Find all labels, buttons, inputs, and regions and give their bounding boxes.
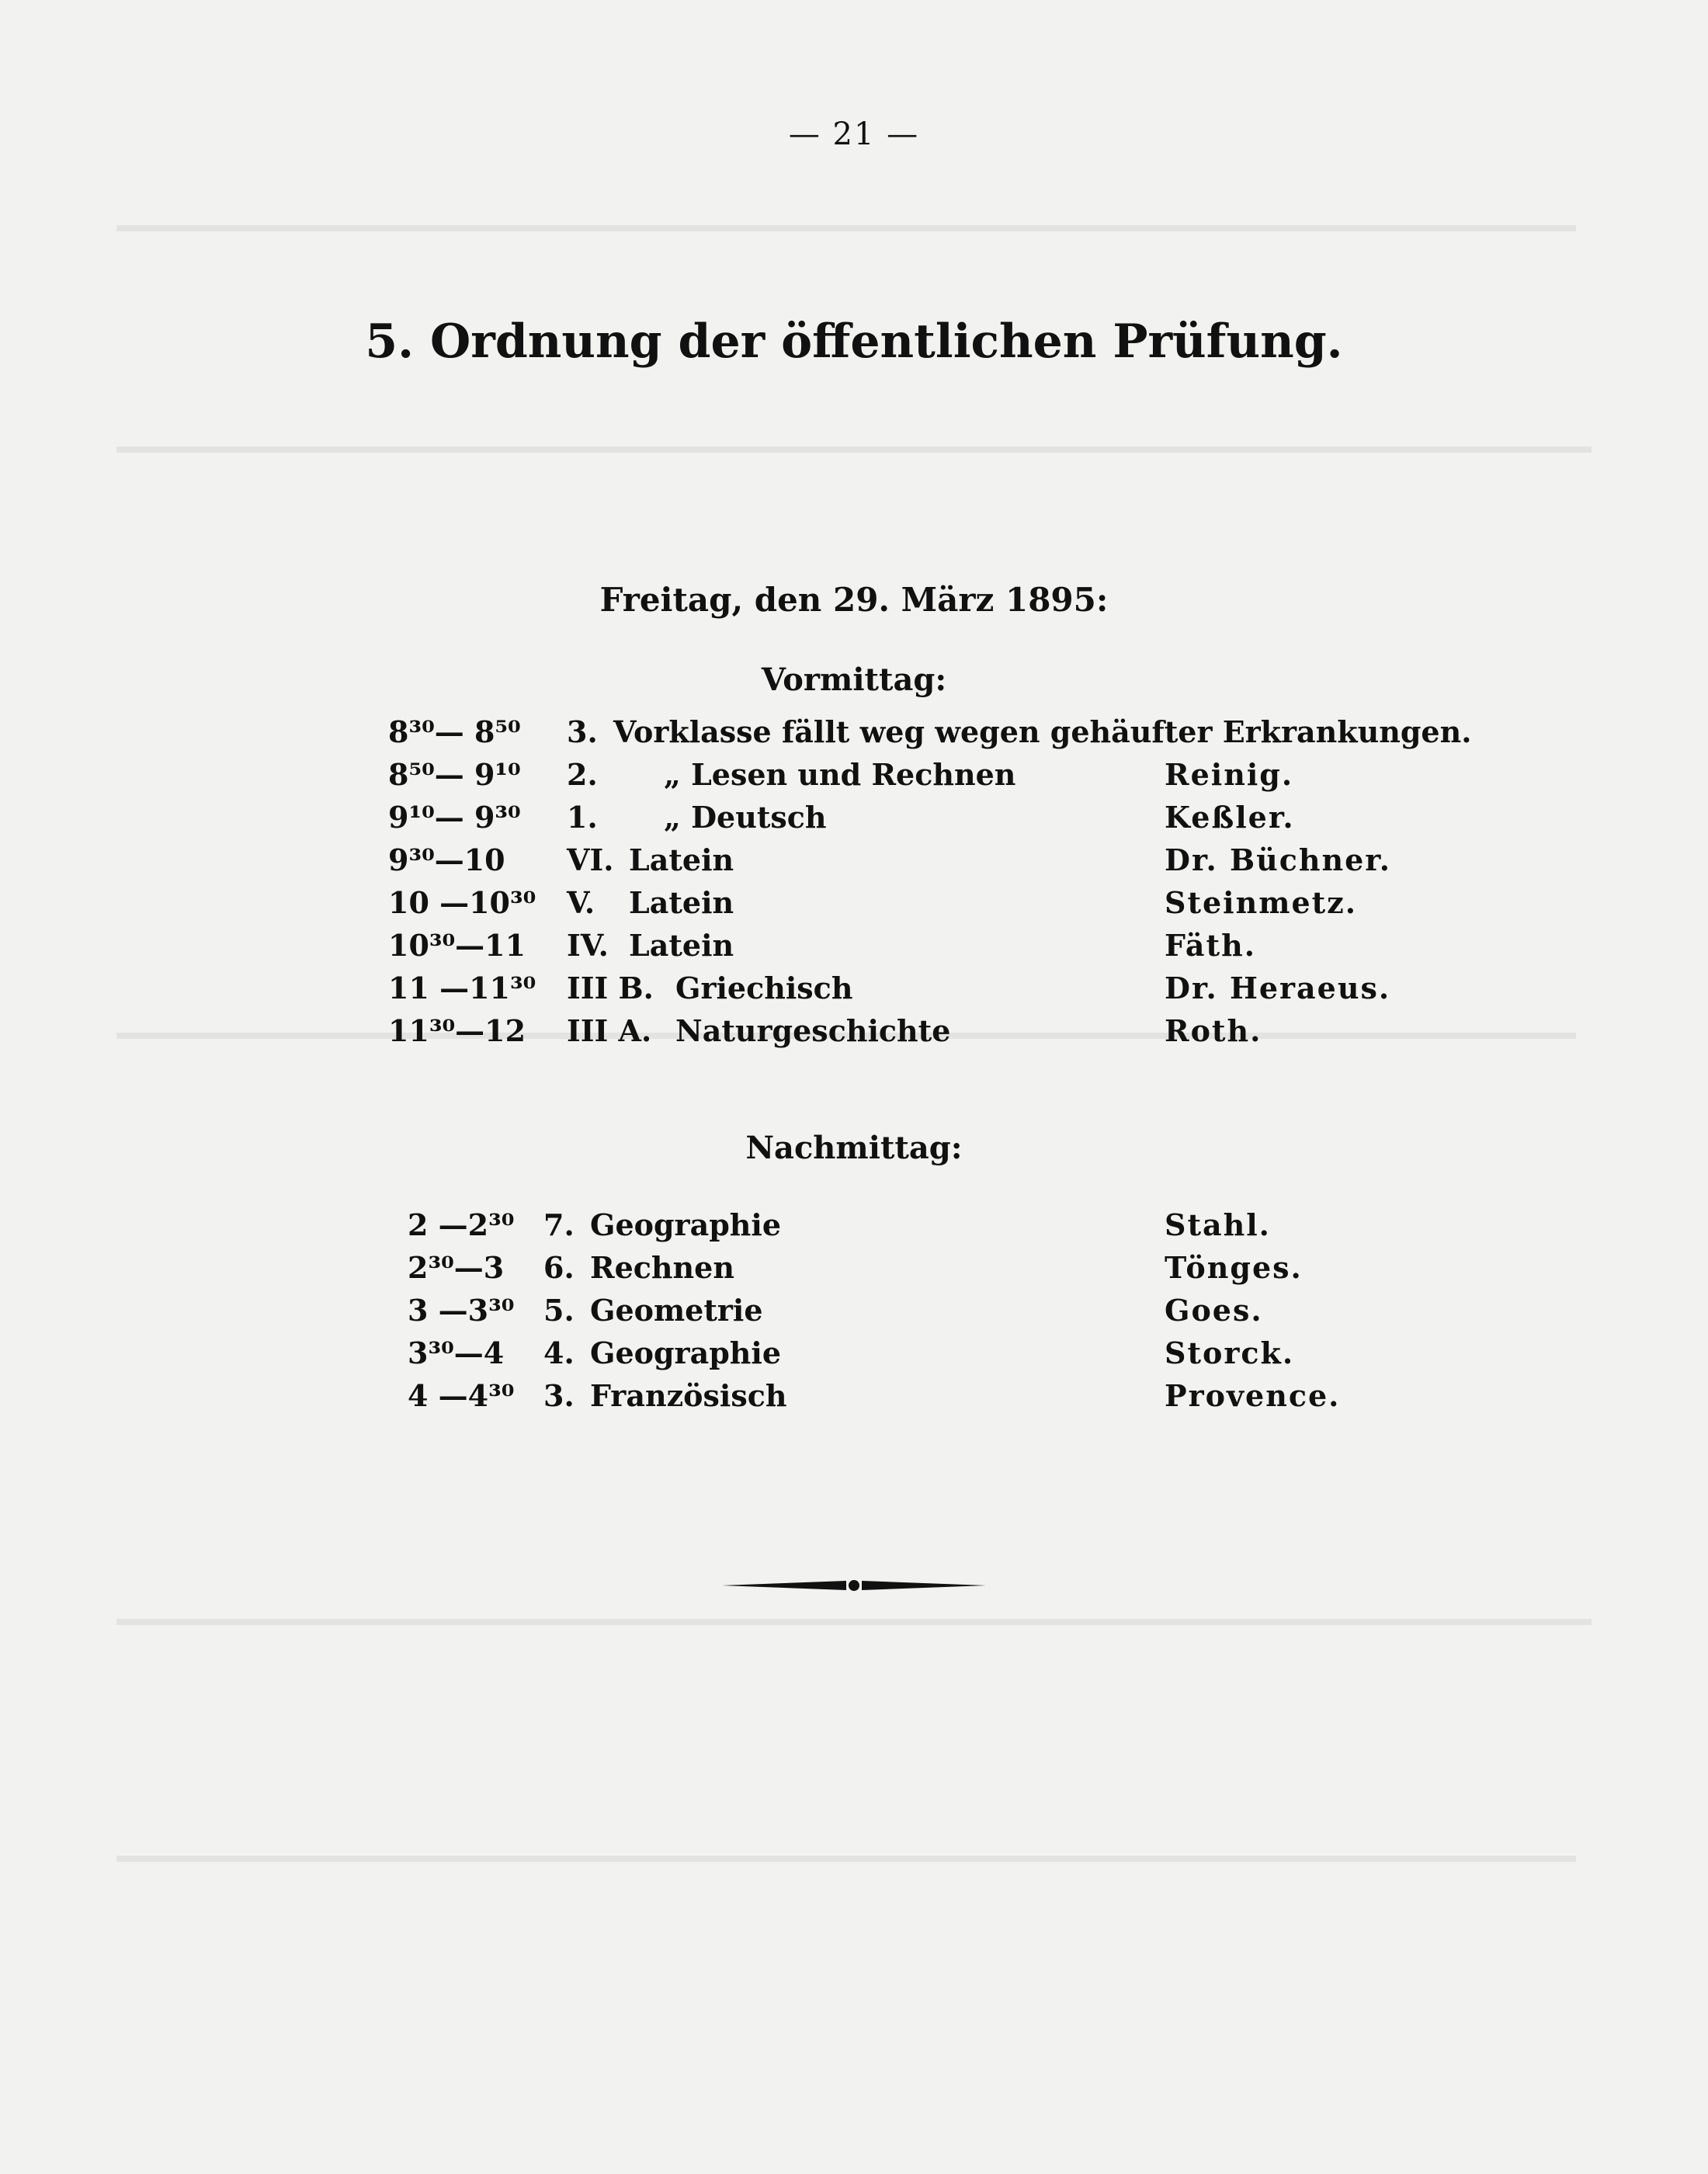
teacher: Provence. [1165, 1378, 1341, 1413]
bleed-through-line [116, 446, 1592, 453]
class-label: 6. [543, 1250, 575, 1285]
class-label: 5. [543, 1293, 575, 1328]
subject: Geometrie [590, 1293, 763, 1328]
exam-date: Freitag, den 29. März 1895: [599, 581, 1109, 619]
ornamental-divider [722, 1576, 986, 1595]
schedule-row [0, 1378, 1708, 1422]
subject: Latein [629, 842, 734, 877]
subject: Latein [629, 928, 734, 963]
afternoon-label: Nachmittag: [745, 1130, 963, 1166]
section-heading: 5. Ordnung der öffentlichen Prüfung. [365, 314, 1343, 369]
time-slot: 2 —2³⁰ [408, 1207, 515, 1242]
teacher: Keßler. [1165, 800, 1295, 835]
class-label: 3. [543, 1378, 575, 1413]
teacher: Roth. [1165, 1013, 1262, 1048]
time-slot: 9¹⁰— 9³⁰ [388, 800, 521, 835]
teacher: Dr. Heraeus. [1165, 971, 1391, 1005]
subject: Naturgeschichte [675, 1013, 951, 1048]
time-slot: 3³⁰—4 [408, 1335, 505, 1370]
time-slot: 10³⁰—11 [388, 928, 526, 963]
teacher: Dr. Büchner. [1165, 842, 1392, 877]
class-label: 2. [567, 757, 598, 792]
teacher: Storck. [1165, 1335, 1295, 1370]
subject: Rechnen [590, 1250, 734, 1285]
subject: Griechisch [675, 971, 853, 1005]
time-slot: 10 —10³⁰ [388, 885, 536, 920]
schedule-row [0, 842, 1708, 886]
time-slot: 11³⁰—12 [388, 1013, 526, 1048]
time-slot: 8⁵⁰— 9¹⁰ [388, 757, 521, 792]
bleed-through-line [116, 1856, 1576, 1862]
teacher: Goes. [1165, 1293, 1263, 1328]
class-label: IV. [567, 928, 609, 963]
subject: Vorklasse fällt weg wegen gehäufter Erkrankungen. [613, 714, 1472, 749]
teacher: Fäth. [1165, 928, 1256, 963]
subject: Latein [629, 885, 734, 920]
time-slot: 4 —4³⁰ [408, 1378, 515, 1413]
teacher: Steinmetz. [1165, 885, 1357, 920]
schedule-row [0, 1250, 1708, 1294]
class-label: 3. [567, 714, 598, 749]
bleed-through-line [116, 1619, 1592, 1625]
schedule-row [0, 1293, 1708, 1336]
class-label: 4. [543, 1335, 575, 1370]
subject: Geographie [590, 1335, 781, 1370]
teacher: Tönges. [1165, 1250, 1303, 1285]
schedule-row [0, 714, 1708, 758]
page-number: — 21 — [788, 116, 920, 152]
bleed-through-line [116, 225, 1576, 231]
class-label: VI. [567, 842, 614, 877]
schedule-row [0, 757, 1708, 800]
subject: Französisch [590, 1378, 787, 1413]
class-label: III B. [567, 971, 654, 1005]
schedule-row [0, 1013, 1708, 1057]
class-label: III A. [567, 1013, 652, 1048]
schedule-row [0, 928, 1708, 971]
schedule-row [0, 800, 1708, 843]
schedule-row [0, 971, 1708, 1014]
teacher: Reinig. [1165, 757, 1294, 792]
class-label: 1. [567, 800, 598, 835]
subject: „ Lesen und Rechnen [664, 757, 1016, 792]
time-slot: 2³⁰—3 [408, 1250, 505, 1285]
time-slot: 8³⁰— 8⁵⁰ [388, 714, 521, 749]
schedule-row [0, 885, 1708, 929]
time-slot: 9³⁰—10 [388, 842, 505, 877]
schedule-row [0, 1335, 1708, 1379]
subject: Geographie [590, 1207, 781, 1242]
subject: „ Deutsch [664, 800, 827, 835]
time-slot: 11 —11³⁰ [388, 971, 536, 1005]
teacher: Stahl. [1165, 1207, 1271, 1242]
class-label: 7. [543, 1207, 575, 1242]
schedule-row [0, 1207, 1708, 1251]
morning-label: Vormittag: [761, 662, 947, 698]
time-slot: 3 —3³⁰ [408, 1293, 515, 1328]
class-label: V. [567, 885, 595, 920]
